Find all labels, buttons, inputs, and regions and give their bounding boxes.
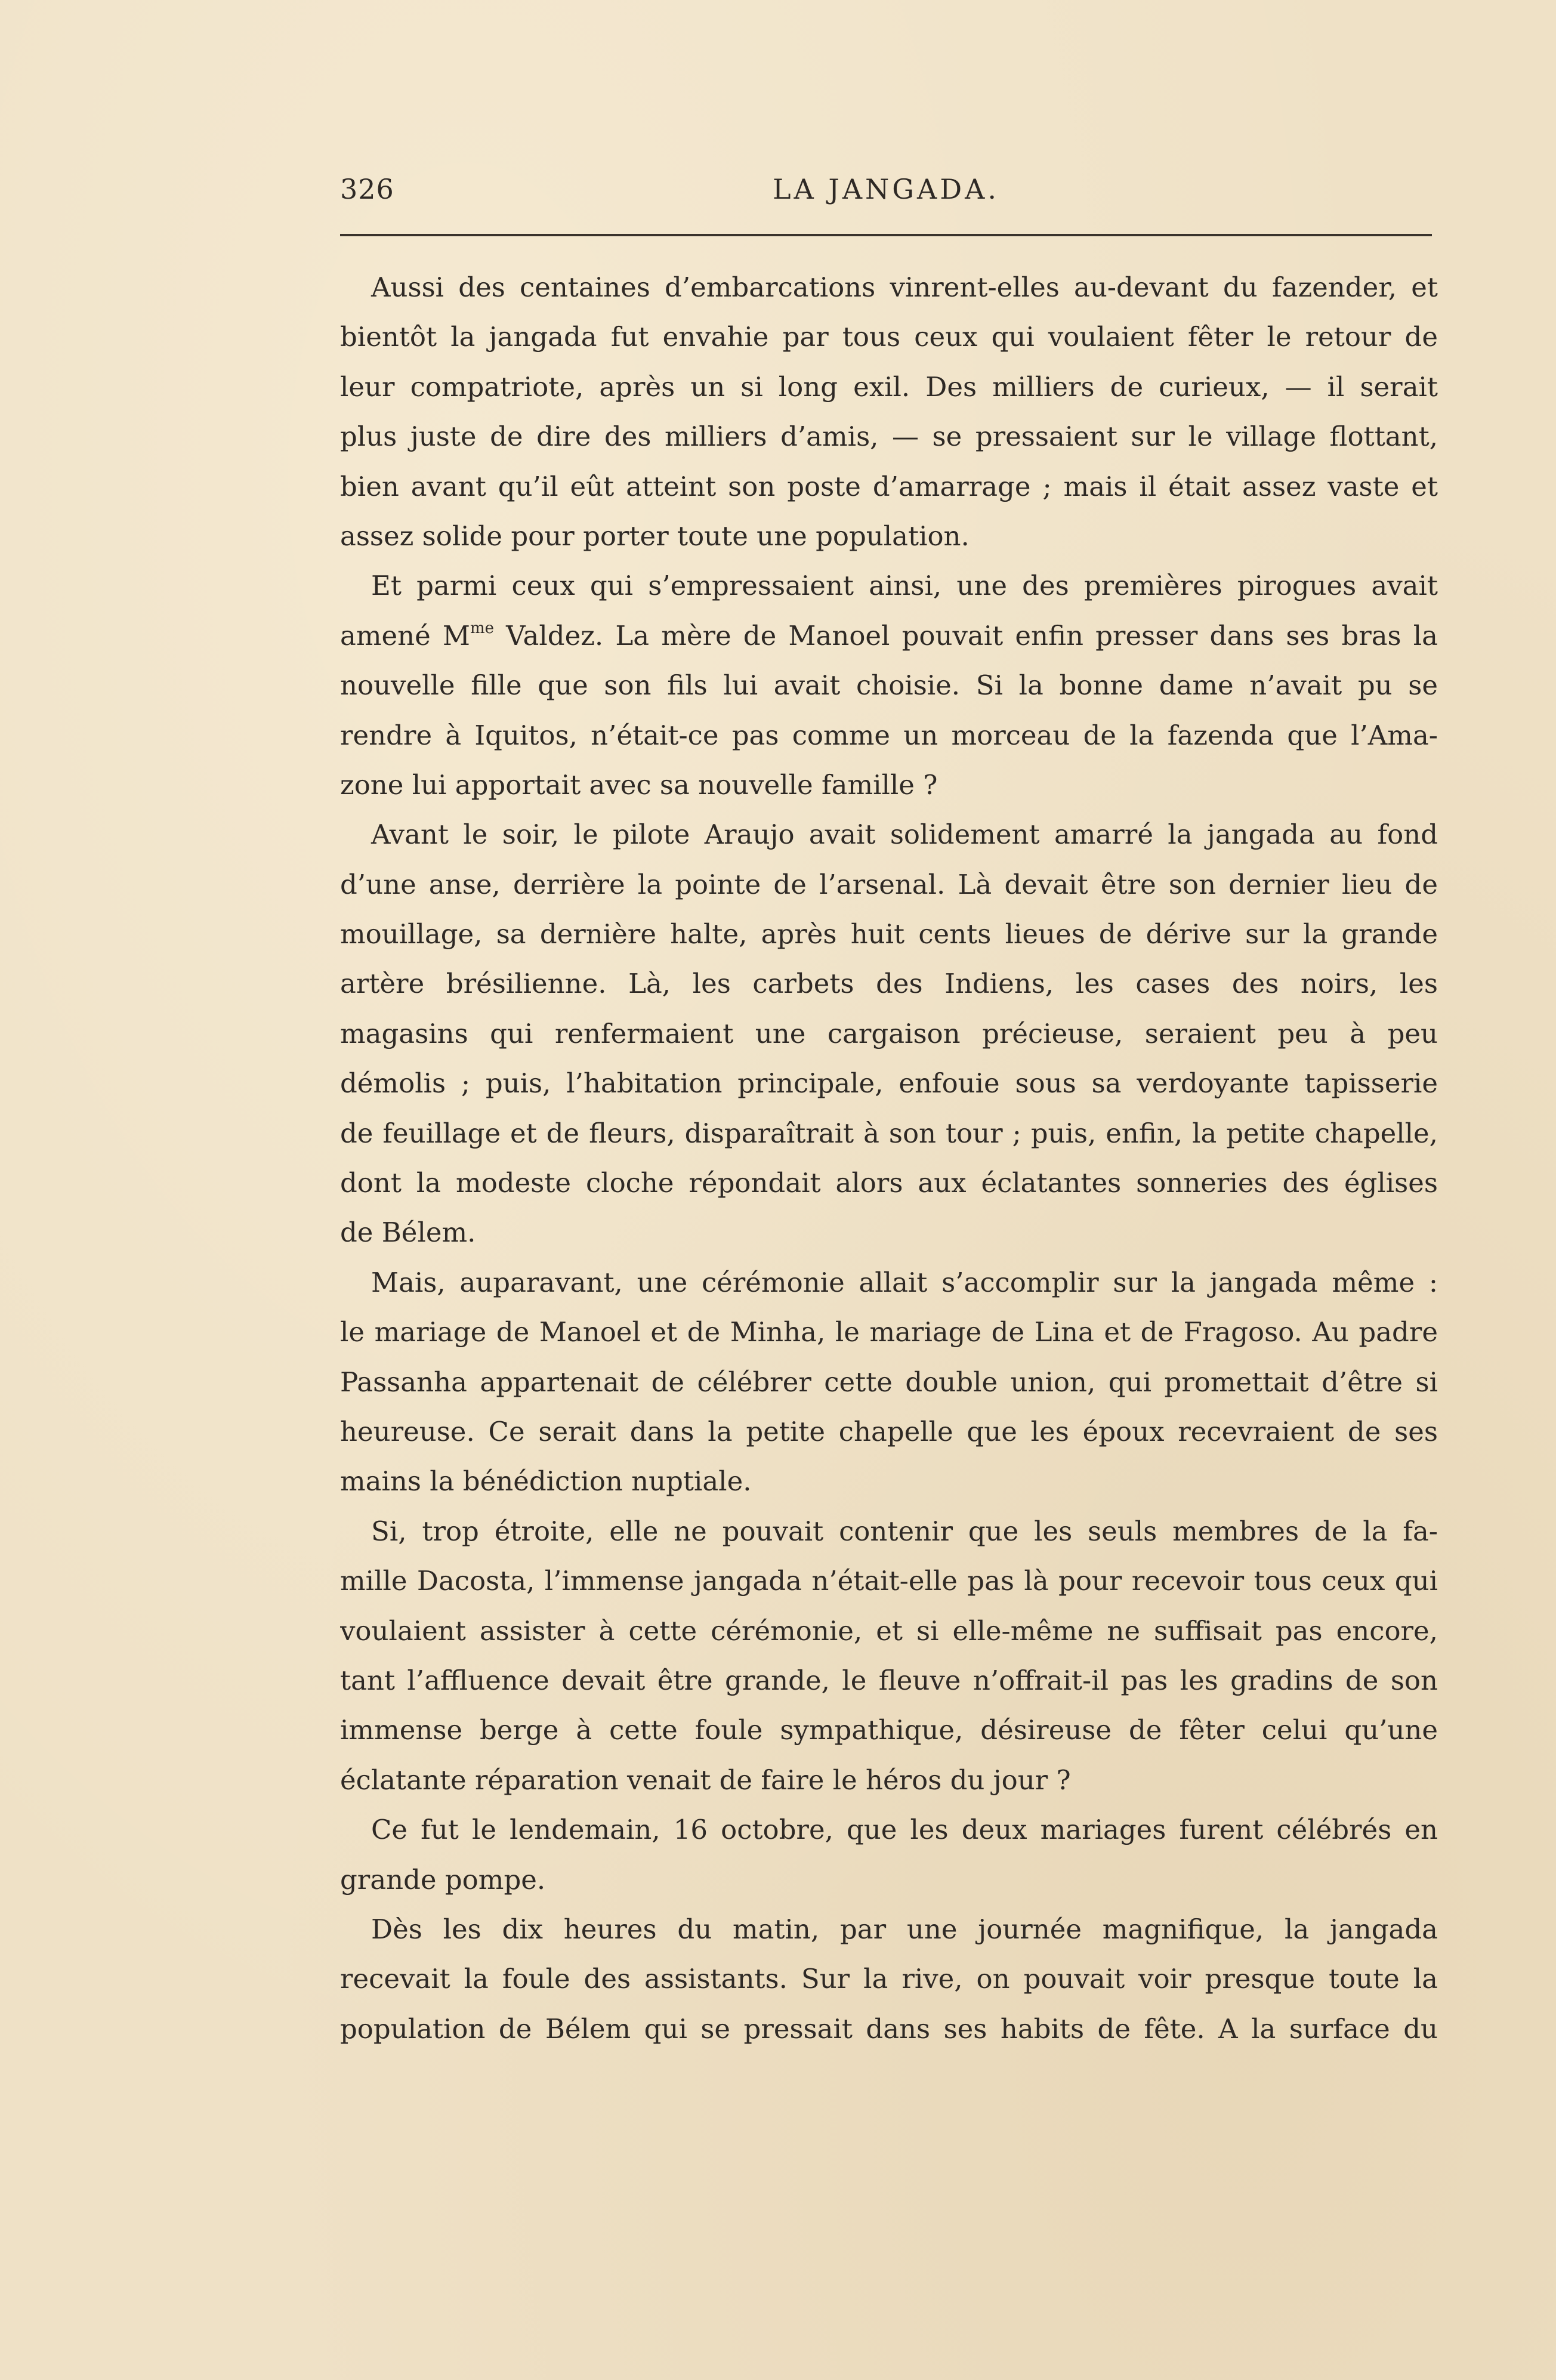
body-text	[340, 263, 1438, 2054]
text-line: mouillage, sa dernière halte, après huit cents lieues de dérive sur la grande	[340, 918, 1438, 950]
text-line: zone lui apportait avec sa nouvelle famille ?	[340, 768, 938, 801]
text-line: nouvelle fille que son fils lui avait choisie. Si la bonne dame n’avait pu se	[340, 669, 1438, 702]
text-line: éclatante réparation venait de faire le héros du jour ?	[340, 1764, 1071, 1796]
text-line: recevait la foule des assistants. Sur la rive, on pouvait voir presque toute la	[340, 1963, 1438, 1995]
text-line: immense berge à cette foule sympathique, désireuse de fêter celui qu’une	[340, 1714, 1438, 1746]
text-line: Mais, auparavant, une cérémonie allait s’accomplir sur la jangada même :	[371, 1266, 1438, 1298]
text-line: Ce fut le lendemain, 16 octobre, que les deux mariages furent célébrés en	[371, 1814, 1438, 1846]
text-line	[340, 611, 1438, 660]
text-line: tant l’affluence devait être grande, le fleuve n’offrait-il pas les gradins de son	[340, 1664, 1438, 1696]
text-fragment: amené M	[340, 619, 470, 652]
text-line: de feuillage et de fleurs, disparaîtrait à son tour ; puis, enfin, la petite chapelle,	[340, 1117, 1438, 1149]
text-line: population de Bélem qui se pressait dans ses habits de fête. A la surface du	[340, 2012, 1438, 2045]
text-line: Aussi des centaines d’embarcations vinrent-elles au-devant du fazender, et	[371, 271, 1438, 303]
text-line: mains la bénédiction nuptiale.	[340, 1465, 752, 1498]
text-line: Et parmi ceux qui s’empressaient ainsi, une des premières pirogues avait	[371, 570, 1438, 602]
text-line: dont la modeste cloche répondait alors aux éclatantes sonneries des églises	[340, 1167, 1438, 1199]
text-line: bien avant qu’il eût atteint son poste d’amarrage ; mais il était assez vaste et	[340, 470, 1438, 502]
text-line: plus juste de dire des milliers d’amis, — se pressaient sur le village flottant,	[340, 421, 1438, 453]
text-line: assez solide pour porter toute une population.	[340, 520, 970, 552]
text-line: Si, trop étroite, elle ne pouvait contenir que les seuls membres de la fa-	[371, 1515, 1438, 1547]
text-line: d’une anse, derrière la pointe de l’arsenal. Là devait être son dernier lieu de	[340, 868, 1438, 900]
text-line: rendre à Iquitos, n’était-ce pas comme un morceau de la fazenda que l’Ama-	[340, 719, 1438, 751]
superscript-abbreviation: me	[470, 619, 495, 637]
page-number: 326	[340, 173, 394, 205]
text-line: voulaient assister à cette cérémonie, et si elle-même ne suffisait pas encore,	[340, 1615, 1438, 1647]
text-line: leur compatriote, après un si long exil. Des milliers de curieux, — il serait	[340, 371, 1438, 403]
text-line: de Bélem.	[340, 1217, 476, 1249]
text-line: grande pompe.	[340, 1863, 546, 1896]
text-line: le mariage de Manoel et de Minha, le mariage de Lina et de Fragoso. Au padre	[340, 1316, 1438, 1348]
text-fragment: Valdez. La mère de Manoel pouvait enfin presser dans ses bras la	[494, 619, 1438, 652]
text-line: heureuse. Ce serait dans la petite chapelle que les époux recevraient de ses	[340, 1415, 1438, 1447]
text-line: artère brésilienne. Là, les carbets des Indiens, les cases des noirs, les	[340, 968, 1438, 1000]
text-line: Dès les dix heures du matin, par une journée magnifique, la jangada	[371, 1913, 1438, 1945]
text-line: Passanha appartenait de célébrer cette double union, qui promettait d’être si	[340, 1366, 1438, 1398]
text-line: mille Dacosta, l’immense jangada n’était-elle pas là pour recevoir tous ceux qui	[340, 1565, 1438, 1597]
text-line: magasins qui renfermaient une cargaison précieuse, seraient peu à peu	[340, 1017, 1438, 1049]
page-header	[340, 173, 1432, 215]
text-line: bientôt la jangada fut envahie par tous ceux qui voulaient fêter le retour de	[340, 321, 1438, 353]
running-title: LA JANGADA.	[773, 173, 999, 205]
header-rule	[340, 234, 1432, 236]
text-line: démolis ; puis, l’habitation principale, enfouie sous sa verdoyante tapisserie	[340, 1067, 1438, 1100]
text-line: Avant le soir, le pilote Araujo avait solidement amarré la jangada au fond	[371, 819, 1438, 851]
